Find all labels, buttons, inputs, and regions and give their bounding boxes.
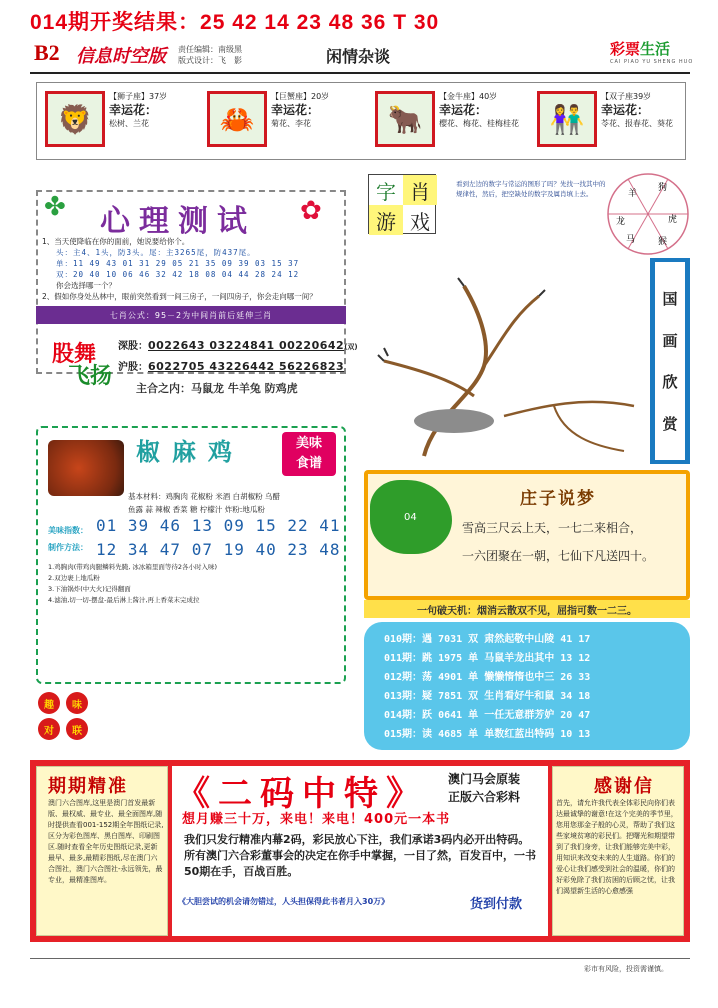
- credit-designer: 版式设计：飞 影: [178, 56, 242, 65]
- zodiac-flowers: 菊花、李花: [271, 119, 311, 128]
- zodiac-card: [537, 91, 687, 151]
- risk-notice: 彩市有风险，投资需谨慎。: [584, 965, 668, 973]
- riddle-char: 戏: [410, 209, 430, 234]
- badge-bottom: 食谱: [295, 456, 322, 471]
- lotus-number: 04: [404, 512, 417, 523]
- shenzhen-note: (双): [344, 343, 358, 351]
- recipe-numbers-2: 12 34 47 07 19 40 23 48: [96, 540, 341, 559]
- lantern-icon: 味: [66, 692, 88, 714]
- lucky-zodiacs: 主合之内：马鼠龙 牛羊兔 防鸡虎: [136, 382, 298, 395]
- ad-main-title: 《二码中特》: [176, 774, 428, 814]
- lantern-icon: 联: [66, 718, 88, 740]
- credits: [178, 44, 242, 66]
- stock-brand-top: 股舞: [52, 342, 97, 367]
- ad-body: 我们只发行精准内幕2码，彩民放心下注，我们承诺3码内必开出特码。所有澳门六合彩董事会的决定在你手中掌握，一目了然，百发百中，一书50期在手，百战百胜。: [184, 833, 536, 878]
- ingredients-line-2: 鱼露 蒜 辣椒 香菜 糖 柠檬汁 炸粉:地瓜粉: [128, 505, 265, 514]
- zodiac-flower-title: 幸运花：: [109, 103, 158, 117]
- zodiac-card: [207, 91, 357, 151]
- ingredients-line-1: 基本材料：鸡胸肉 花椒粉 米酒 白胡椒粉 乌醋: [128, 492, 281, 501]
- twins-icon: 👫: [537, 91, 597, 147]
- psychology-text: [42, 236, 342, 302]
- history-row: 015期：读 4685 单 单数红蓝出特码 10 13: [384, 729, 591, 740]
- zodiac-sign: 【金牛座】40岁: [439, 92, 498, 101]
- poem-line: 雪高三尺云上天，一七二来相合，: [462, 521, 643, 535]
- shanghai-label: 沪股：: [118, 362, 148, 373]
- left-ad-text: 澳门六合图库,这里是澳门首发最新版、最权威、最专业、最全面图库,随时提供查看001-152期全年图纸记录,区分为彩色图库、黑白图库、印刷图区.随时查看全年历史图纸记录,更新最早、最多,最精彩图纸,尽在澳门六合图社，澳门六合图社-永远领先，最专业，最精准图库。: [48, 799, 164, 884]
- painting-title-char: 赏: [662, 414, 678, 433]
- history-row: 010期：遇 7031 双 肃然起敬中山陵 41 17: [384, 634, 591, 645]
- question-1-end: 你会选择哪一个？: [56, 281, 116, 290]
- step: 1.鸡胸肉(带鸡肉腿鳞料先腌, 冰冰箱里面等待2各小时入味): [48, 563, 218, 571]
- wheel-label: 马: [626, 235, 636, 245]
- zhuangzi-title: 庄子说梦: [520, 489, 596, 509]
- painting-title-char: 国: [662, 290, 678, 309]
- riddle-grid: [368, 174, 436, 234]
- step: 3.下油锅炸(中大火)记得翻面: [48, 585, 131, 593]
- stock-brand-bottom: 飞扬: [68, 364, 113, 389]
- shenzhen-value: 0022643 03224841 00220642: [148, 339, 345, 352]
- zodiac-sign: 【狮子座】37岁: [109, 92, 168, 101]
- riddle-char: 游: [369, 205, 403, 235]
- zodiac-wheel: [606, 172, 690, 256]
- recipe-labels: [48, 522, 88, 556]
- logo-pinyin: CAI PIAO YU SHENG HUO: [610, 59, 694, 65]
- ingredients: [128, 490, 280, 516]
- zodiac-card: [45, 91, 195, 151]
- painting-title-char: 画: [662, 331, 678, 350]
- credit-editor: 责任编辑：南级黑: [178, 45, 242, 54]
- stock-brand: [52, 344, 112, 388]
- history-row: 011期：跳 1975 单 马鼠羊龙出其中 13 12: [384, 653, 591, 664]
- ad-macao-line: 正版六合彩料: [448, 790, 521, 804]
- dish-photo: [48, 440, 124, 496]
- bull-icon: 🐂: [375, 91, 435, 147]
- thanks-letter-title: 感谢信: [594, 776, 654, 797]
- clover-icon: ✤: [44, 192, 66, 222]
- step: 2.双边裹上地瓜粉: [48, 574, 100, 582]
- step: 4.滤油,切一切-摆盘-最后淋上酱汁,再上香菜末完成拉: [48, 596, 200, 604]
- header-divider: [30, 72, 690, 74]
- wheel-label: 龙: [616, 217, 626, 227]
- even-numbers: 双：20 40 10 06 46 32 42 18 08 04 44 28 24 12: [56, 270, 300, 279]
- flavor-index-label: 美味指数：: [48, 526, 88, 535]
- page-title: 信息时空版: [76, 46, 166, 66]
- lion-icon: 🦁: [45, 91, 105, 147]
- question-1: 1、当天使降临在你的面前，她说要给你个。: [42, 237, 190, 246]
- recipe-numbers: [96, 514, 341, 562]
- zodiac-flowers: 樱花、梅花、桂梅桂花: [439, 119, 519, 128]
- zhuangzi-poem: [462, 514, 654, 570]
- odd-numbers: 单：11 49 43 01 31 29 05 21 35 09 39 03 15 37: [56, 259, 300, 268]
- ad-macao-line: 澳门马会原装: [448, 772, 521, 786]
- lantern-icon: 对: [38, 718, 60, 740]
- question-1-detail: 头：主4、1头，防3头。尾：主3265尾，防437尾。: [56, 248, 256, 257]
- riddle-text: 看到左边的数字与常运的图形了吗？先找一找其中的规律性，然后，把空缺处的数字及属肖填上去。: [456, 180, 606, 198]
- lantern-icon: 趣: [38, 692, 60, 714]
- recipe-steps: [48, 562, 217, 606]
- method-label: 制作方法：: [48, 543, 88, 552]
- poem-line: 一六团聚在一朝，七仙下凡送四十。: [462, 549, 655, 563]
- badge-top: 美味: [295, 436, 322, 451]
- draw-result-banner: 014期开奖结果：25 42 14 23 48 36 T 30: [30, 11, 440, 34]
- ad-earn-line: 想月赚三十万，来电！来电！400元一本书: [182, 812, 451, 827]
- history-row: 013期：疑 7851 双 生肖看好牛和鼠 34 18: [384, 691, 591, 702]
- zodiac-flowers: 松树、兰花: [109, 119, 149, 128]
- history-row: 012期：荡 4901 单 懒懒惰惰也中三 26 33: [384, 672, 591, 683]
- crab-icon: 🦀: [207, 91, 267, 147]
- thanks-letter-text: 首先，请允许我代表全体彩民向你们表达最诚挚的谢意!在这个完美的季节里，您用您那金子般的心灵，帮助了我们这些家境贫寒的彩民们。把曙光和期望带到了我们身旁，让我们能够完美中彩，用知识来改变未来的人生道路。你们的爱心让我们感受到社会的温暖，你们的好彩免除了我们贫困的后顾之忧，让我们渴望新生活的心愈感强: [556, 799, 678, 895]
- wheel-label: 羊: [628, 189, 638, 199]
- recipe-title: 椒麻鸡: [136, 438, 244, 466]
- recipe-badge: [282, 432, 336, 476]
- wheel-label: 狗: [658, 183, 668, 193]
- logo-sub: 生活: [640, 40, 671, 58]
- riddle-char: 字: [376, 179, 396, 204]
- couplet-lanterns: [36, 692, 92, 740]
- zodiac-flower-title: 幸运花：: [439, 103, 488, 117]
- footer-divider: [30, 958, 690, 959]
- zodiac-panel: [36, 82, 686, 160]
- ad-slogan: 《大胆尝试的机会请勿错过，人头担保得此书者月入30万》: [178, 897, 390, 906]
- zodiac-flower-title: 幸运花：: [601, 103, 650, 117]
- shenzhen-label: 深股：: [118, 341, 148, 352]
- formula-bar: 七肖公式：95－2为中间肖前后延伸三肖: [36, 306, 346, 324]
- question-2: 2、假如你身处丛林中，眼前突然看到一间三房子，一间四房子，你会走向哪一间？: [42, 292, 317, 301]
- brand-logo: [610, 38, 693, 65]
- painting-title: [655, 262, 685, 460]
- page-code: B2: [34, 40, 60, 65]
- flower-icon: ✿: [300, 196, 322, 226]
- zodiac-sign: 【双子座39岁: [601, 92, 652, 101]
- history-list: [384, 630, 674, 744]
- logo-main: 彩票: [610, 40, 641, 58]
- zodiac-sign: 【巨蟹座】20岁: [271, 92, 330, 101]
- history-row: 014期：跃 0641 单 一任无意群芳妒 20 47: [384, 710, 591, 721]
- stock-numbers: [118, 336, 358, 377]
- zodiac-flower-title: 幸运花：: [271, 103, 320, 117]
- ad-macao: [448, 770, 520, 806]
- painting-title-char: 欣: [662, 373, 678, 392]
- left-ad-title: 期期精准: [48, 776, 128, 797]
- tianji-bar: 一句破天机：烟消云散双不见，屈指可数一二三。: [364, 600, 690, 618]
- zodiac-flowers: 苓花、报春花、葵花: [601, 119, 673, 128]
- shanghai-value: 6022705 43226442 56226823: [148, 360, 345, 373]
- zodiac-card: [375, 91, 525, 151]
- psychology-title: 心理测试: [100, 204, 256, 239]
- riddle-char: 肖: [403, 175, 437, 205]
- section-title: 闲情杂谈: [326, 47, 391, 66]
- ink-painting: [364, 256, 648, 466]
- wheel-label: 猴: [658, 237, 668, 247]
- cash-on-delivery: 货到付款: [470, 897, 523, 912]
- recipe-numbers-1: 01 39 46 13 09 15 22 41: [96, 516, 341, 535]
- wheel-label: 虎: [668, 215, 678, 225]
